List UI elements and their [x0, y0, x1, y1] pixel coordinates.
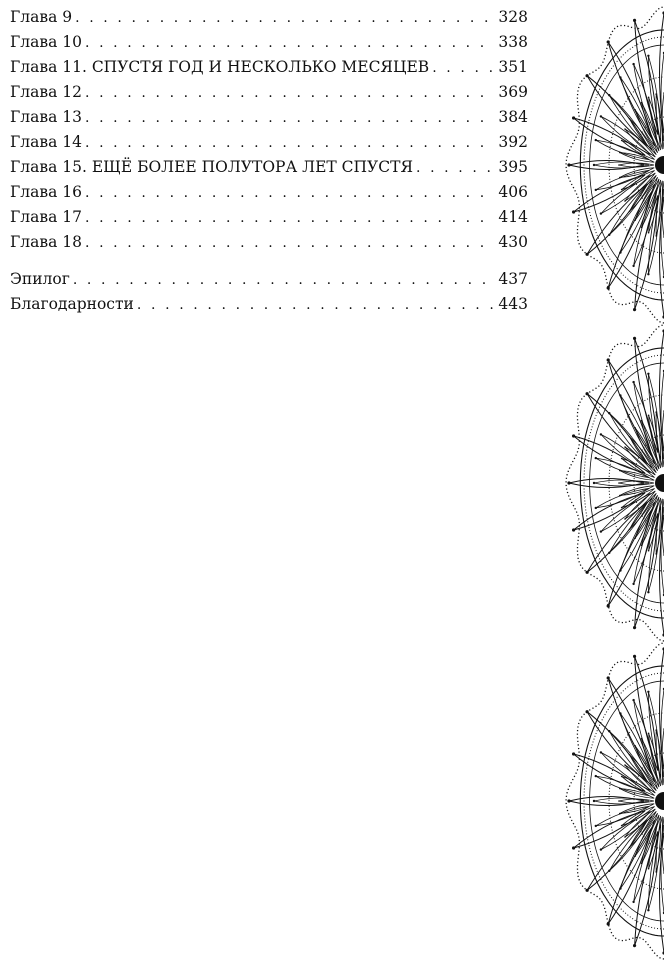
toc-entry-page: 443 — [498, 295, 528, 313]
toc-entry-page: 392 — [498, 133, 528, 151]
mandala-half-icon — [564, 636, 664, 966]
toc-entry-page: 437 — [498, 270, 528, 288]
toc-entry-title: Глава 10 — [10, 33, 82, 51]
toc-entry — [10, 55, 528, 80]
toc-entry-title: Эпилог — [10, 270, 70, 288]
toc-entry-page: 338 — [498, 33, 528, 51]
toc-entry-page: 414 — [498, 208, 528, 226]
toc-entry — [10, 80, 528, 105]
toc-entry-page: 328 — [498, 8, 528, 26]
toc-leader-dots — [85, 81, 495, 106]
toc-entry-title: Глава 13 — [10, 108, 82, 126]
mandala-ornament-graphic-3 — [564, 636, 664, 966]
toc-leader-dots — [432, 56, 495, 81]
toc-entry-page: 406 — [498, 183, 528, 201]
toc-entry — [10, 30, 528, 55]
mandala-half-icon — [564, 318, 664, 648]
toc-entry-page: 351 — [498, 58, 528, 76]
toc-entry — [10, 230, 528, 255]
toc-leader-dots — [85, 181, 495, 206]
toc-entry — [10, 5, 528, 30]
toc-entry-page: 369 — [498, 83, 528, 101]
toc-entry-title: Глава 11. СПУСТЯ ГОД И НЕСКОЛЬКО МЕСЯЦЕВ — [10, 58, 430, 76]
toc-leader-dots — [85, 31, 495, 56]
mandala-ornament-graphic-2 — [564, 318, 664, 648]
toc-entry-title: Глава 14 — [10, 133, 82, 151]
toc-entry-title: Благодарности — [10, 295, 134, 313]
toc-entry-title: Глава 15. ЕЩЁ БОЛЕЕ ПОЛУТОРА ЛЕТ СПУСТЯ — [10, 158, 413, 176]
toc-leader-dots — [85, 206, 495, 231]
toc-leader-dots — [85, 131, 495, 156]
toc-leader-dots — [75, 6, 495, 31]
toc-entry-title: Глава 16 — [10, 183, 82, 201]
toc-leader-dots — [73, 268, 496, 293]
toc-entry-title: Глава 18 — [10, 233, 82, 251]
toc-leader-dots — [137, 293, 496, 318]
toc-entry-title: Глава 12 — [10, 83, 82, 101]
toc-entry — [10, 105, 528, 130]
toc-entry — [10, 130, 528, 155]
toc-entry — [10, 180, 528, 205]
table-of-contents — [10, 5, 528, 317]
toc-entry — [10, 267, 528, 292]
toc-entry-title: Глава 9 — [10, 8, 73, 26]
toc-leader-dots — [85, 106, 495, 131]
toc-leader-dots — [416, 156, 495, 181]
mandala-half-icon — [564, 0, 664, 330]
toc-entry-page: 384 — [498, 108, 528, 126]
toc-entry-page: 430 — [498, 233, 528, 251]
toc-entry — [10, 205, 528, 230]
mandala-ornament-graphic-1 — [564, 0, 664, 330]
toc-entry — [10, 292, 528, 317]
toc-entry — [10, 155, 528, 180]
toc-entry-page: 395 — [498, 158, 528, 176]
toc-entry-title: Глава 17 — [10, 208, 82, 226]
toc-section-gap — [10, 255, 528, 267]
toc-leader-dots — [85, 231, 495, 256]
